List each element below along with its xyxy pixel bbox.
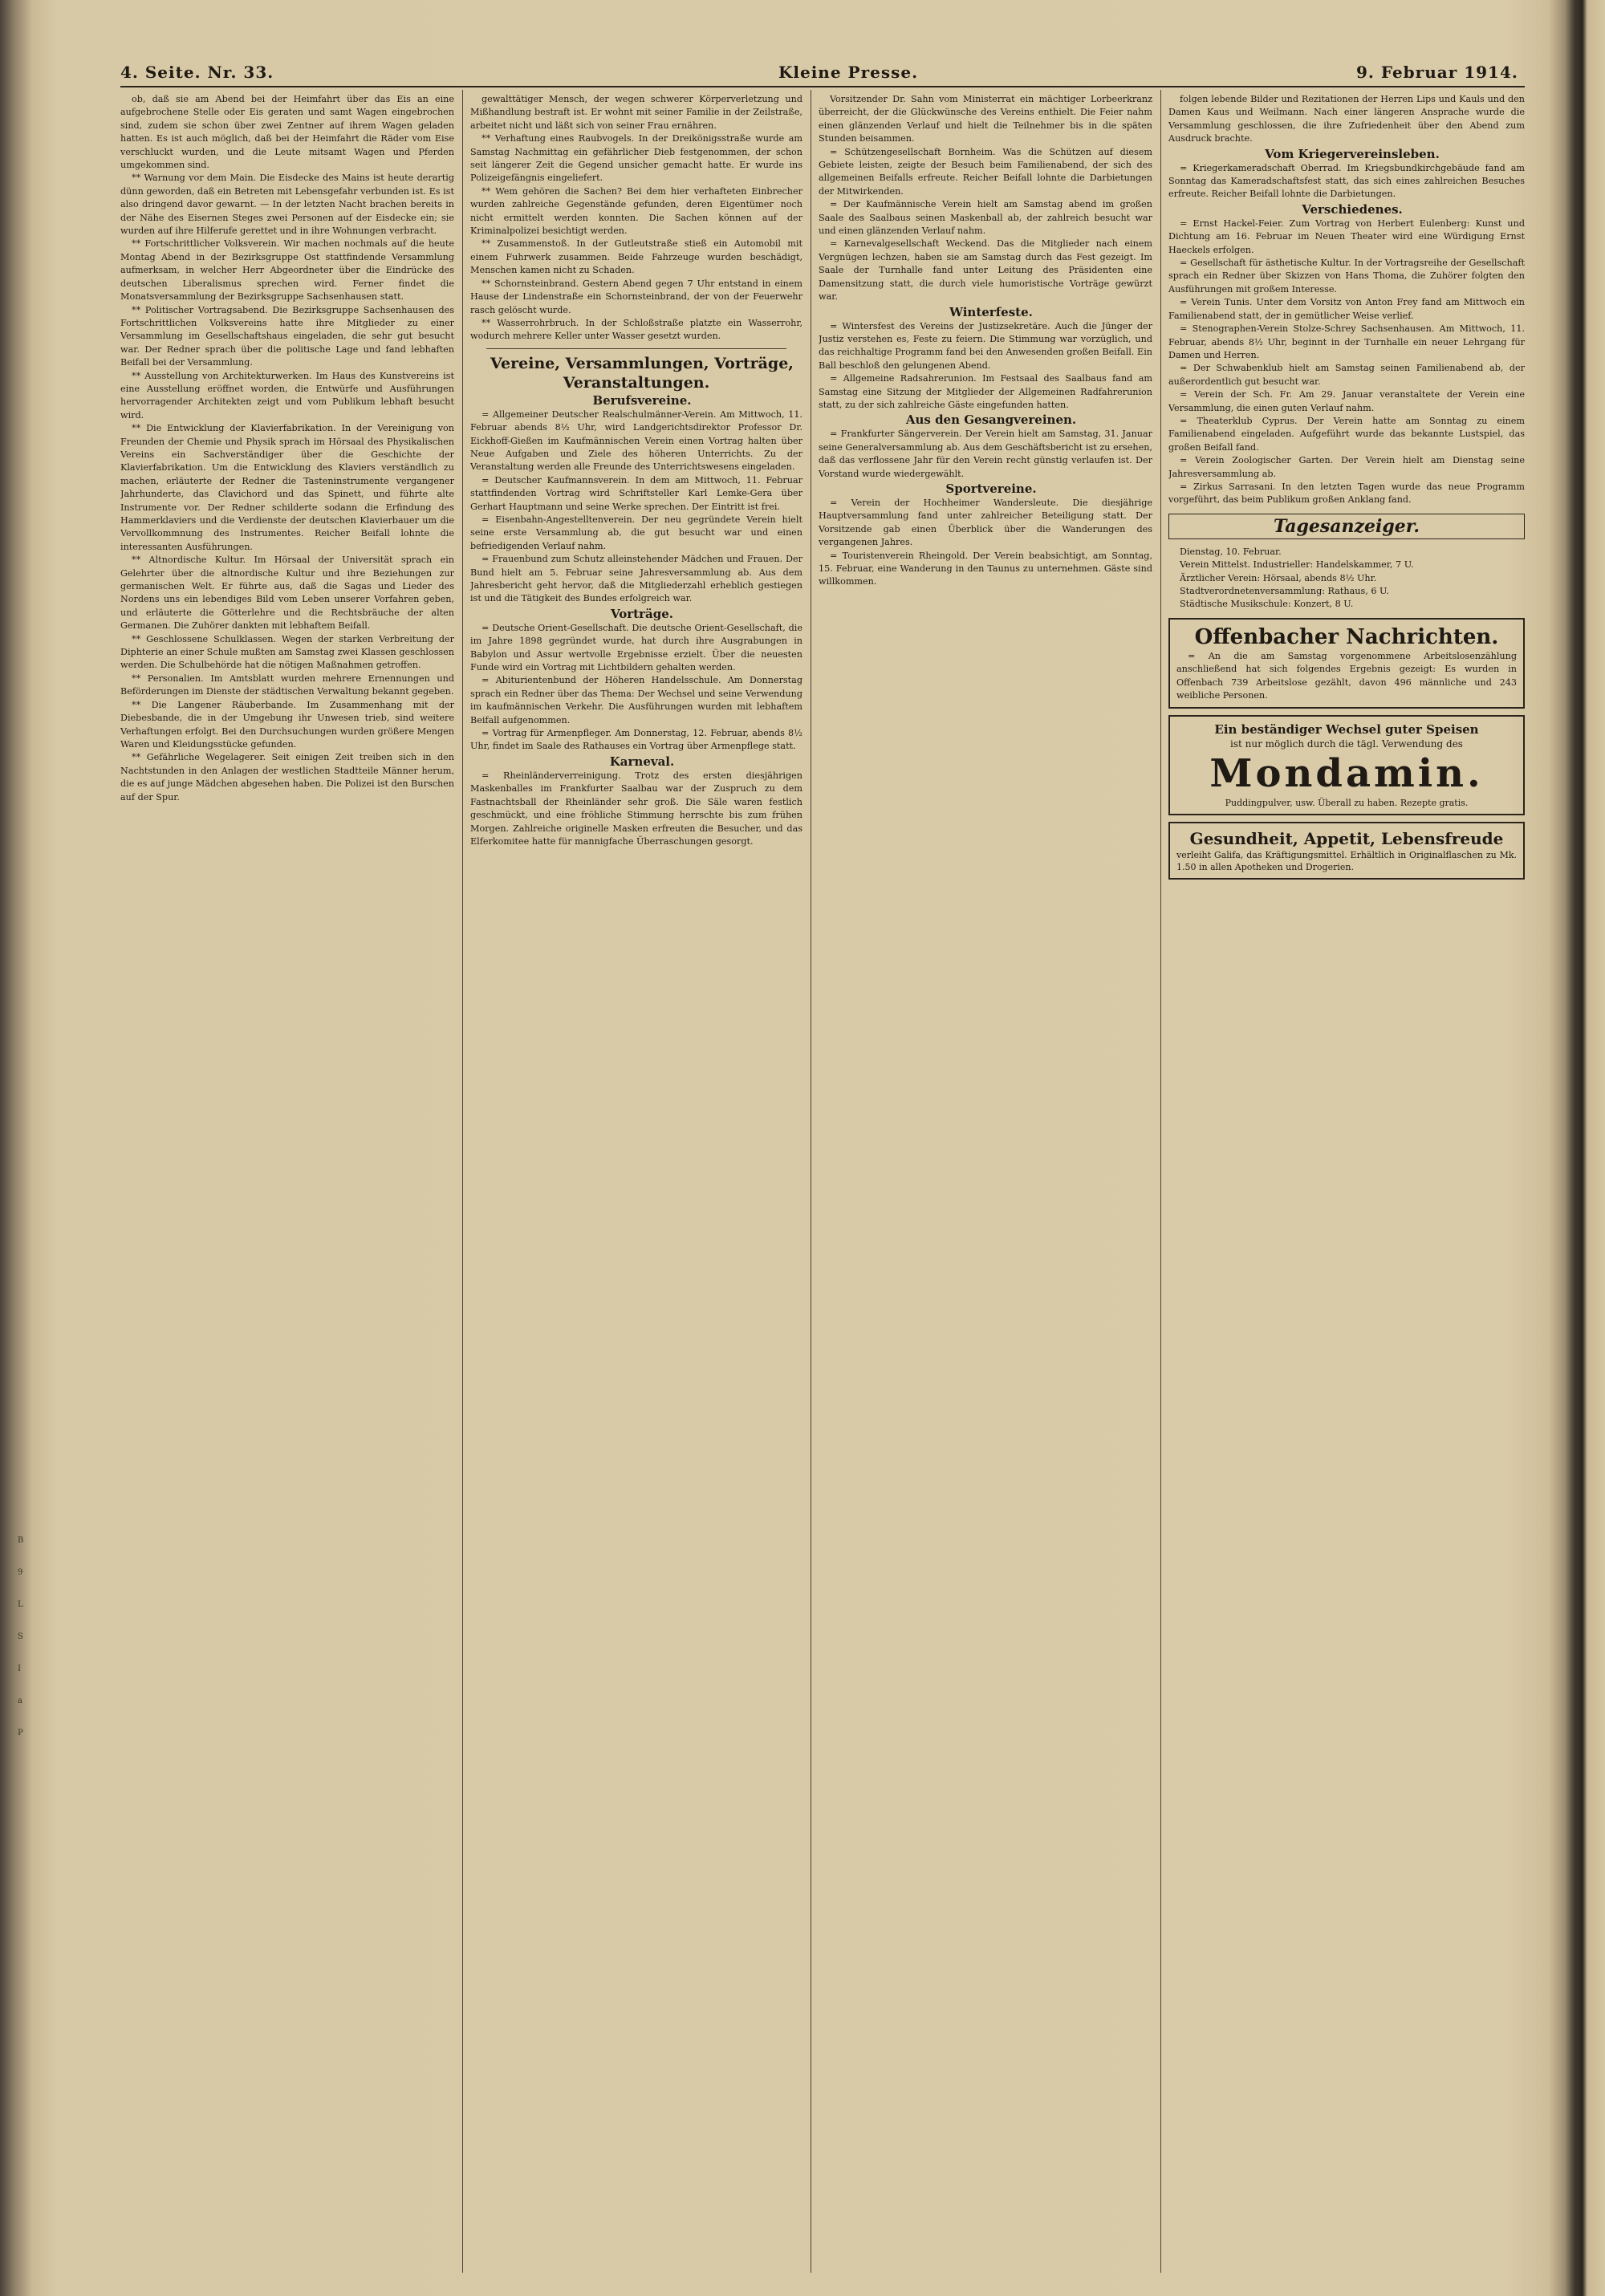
article: = Ernst Hackel-Feier. Zum Vortrag von Herbert Eulenberg: Kunst und Dichtung am 16. Februar im Neuen Theater wird eine Würdigung Ernst Haeckels erfolgen. [1168,217,1525,255]
article: = Wintersfest des Vereins der Justizsekretäre. Auch die Jünger der Justiz verstehen es, Feste zu feiern. Die Stimmung war vorzüglich, und das reichhaltige Programm fand bei den Anwesenden großen Beifall. Ein Ball beschloß den gelungenen Abend. [819,320,1152,371]
margin-mark: L [18,1600,23,1609]
article: = Touristenverein Rheingold. Der Verein beabsichtigt, am Sonntag, 15. Februar, eine Wanderung in den Taunus zu unternehmen. Gäste sind willkommen. [819,550,1152,587]
ad-text: Puddingpulver, usw. Überall zu haben. Rezepte gratis. [1225,798,1469,809]
column-rule-1 [462,90,463,2273]
margin-mark: P [18,1729,23,1737]
offenbach-news-box [1168,618,1525,709]
margin-mark: S [18,1632,23,1641]
article: folgen lebende Bilder und Rezitationen der Herren Lips und Kauls und den Damen Kaus und Weilmann. Nach einer längeren Ansprache wurde die Versammlung geschlossen, die ihre Zufriedenheit über den Abend zum Ausdruck brachte. [1168,94,1525,144]
listing-line: Verein Mittelst. Industrieller: Handelskammer, 7 U. [1180,559,1414,571]
listing-line: Städtische Musikschule: Konzert, 8 U. [1180,599,1354,610]
offenbach-news-title: Offenbacher Nachrichten. [1194,624,1499,649]
article: = Gesellschaft für ästhetische Kultur. In der Vortragsreihe der Gesellschaft sprach ein Redner über Skizzen von Hans Thoma, die Zuhörer folgten den Ausführungen mit großem Interesse. [1168,258,1525,295]
article: = Verein Zoologischer Garten. Der Verein hielt am Dienstag seine Jahresversammlung ab. [1168,455,1525,479]
article: ** Zusammenstoß. In der Gutleutstraße stieß ein Automobil mit einem Fuhrwerk zusammen. Beide Fahrzeuge wurden beschädigt, Menschen kamen nicht zu Schaden. [470,238,802,276]
ad-text: verleiht Galifa, das Kräftigungsmittel. Erhältlich in Originalflaschen zu Mk. 1.50 in allen Apotheken und Drogerien. [1176,850,1517,873]
article: ** Die Entwicklung der Klavierfabrikation. In der Vereinigung von Freunden der Chemie und Physik sprach im Hörsaal des Physikalischen Vereins ein Sachverständiger über die Geschichte der Klavierfabrikation. Um die Entwicklung des Klaviers verständlich zu machen, erläuterte der Redner die Tasteninstrumente vergangener Jahrhunderte, das Clavichord und das Spinett, und führte alte Instrumente vor. Der Redner schilderte sodann die Erfindung des Hammerklaviers und die Verdienste der deutschen Klavierbauer um die Vervollkommnung des Instrumentes. Reicher Beifall lohnte die interessanten Ausführungen. [120,423,454,552]
column-4 [1168,93,1525,2260]
issue-date: 9. Februar 1914. [1356,63,1518,82]
article: gewalttätiger Mensch, der wegen schwerer Körperverletzung und Mißhandlung bestraft ist. Er wohnt mit seiner Familie in der Zeilstraße, arbeitet nicht und läßt sich von seiner Frau ernähren. [470,94,802,131]
article: ob, daß sie am Abend bei der Heimfahrt über das Eis an eine aufgebrochene Stelle oder Eis geraten und samt Wagen eingebrochen sind, zudem sie schon über zwei Zentner auf ihrem Wagen geladen hatten. Es ist auch möglich, daß bei der Heimfahrt die Räder vom Eise verschluckt wurden, und die Leute mitsamt Wagen und Pferden umgekommen sind. [120,94,454,171]
ad-headline: Gesundheit, Appetit, Lebensfreude [1189,829,1504,849]
article: = Der Schwabenklub hielt am Samstag seinen Familienabend ab, der außerordentlich gut besucht war. [1168,363,1525,387]
subsection-title: Verschiedenes. [1302,201,1403,217]
article: = Frankfurter Sängerverein. Der Verein hielt am Samstag, 31. Januar seine Generalversammlung ab. Aus dem Geschäftsbericht ist zu ersehen, daß das verflossene Jahr für den Verein recht günstig verlaufen ist. Der Vorstand wurde wiedergewählt. [819,429,1152,479]
mondamin-advertisement [1168,715,1525,815]
tagesanzeiger-heading: Tagesanzeiger. [1168,514,1525,539]
article: ** Die Langener Räuberbande. Im Zusammenhang mit der Diebesbande, die in der Umgebung ihr Unwesen trieb, sind weitere Verhaftungen erfolgt. Bei den Durchsuchungen wurden größere Mengen Waren und Kleidungsstücke gefunden. [120,699,454,750]
article: = Der Kaufmännische Verein hielt am Samstag abend im großen Saale des Saalbaus seinen Maskenball ab, der zahlreich besucht war und einen glänzenden Verlauf nahm. [819,199,1152,237]
column-rule-3 [1160,90,1161,2273]
article: ** Fortschrittlicher Volksverein. Wir machen nochmals auf die heute Montag Abend in der Bezirksgruppe Ost stattfindende Versammlung aufmerksam, in welcher Herr Abgeordneter über die Eindrücke des deutschen Liberalismus sprechen wird. Ferner findet die Monatsversammlung der Bezirksgruppe Sachsenhausen statt. [120,238,454,303]
column-3 [819,93,1152,2260]
article: = Zirkus Sarrasani. In den letzten Tagen wurde das neue Programm vorgeführt, das beim Publikum großen Anklang fand. [1168,481,1525,506]
adjacent-page-edge [1587,0,1605,2296]
page-number: 4. Seite. Nr. 33. [120,63,274,82]
article: = Verein Tunis. Unter dem Vorsitz von Anton Frey fand am Mittwoch ein Familienabend statt, der in gemütlicher Weise verlief. [1168,297,1525,321]
gesundheit-advertisement [1168,822,1525,880]
article: ** Altnordische Kultur. Im Hörsaal der Universität sprach ein Gelehrter über die altnordische Kultur und ihre Beziehungen zur germanischen Welt. Er führte aus, daß die Sagas und Lieder des Nordens uns ein lebendiges Bild vom Leben unserer Vorfahren geben, und erläuterte die Götterlehre und die Rechtsbräuche der alten Germanen. Die Zuhörer dankten mit lebhaftem Beifall. [120,555,454,632]
article: = Allgemeiner Deutscher Realschulmänner-Verein. Am Mittwoch, 11. Februar abends 8½ Uhr, wird Landgerichtsdirektor Professor Dr. Eickhoff-Gießen im Kaufmännischen Verein einen Vortrag halten über Neue Aufgaben und Ziele des höheren Unterrichts. Zu der Veranstaltung werden alle Freunde des Unterrichtswesens eingeladen. [470,408,802,473]
article: ** Personalien. Im Amtsblatt wurden mehrere Ernennungen und Beförderungen im Dienste der städtischen Verwaltung bekannt gegeben. [120,673,454,697]
article: = Allgemeine Radsahrerunion. Im Festsaal des Saalbaus fand am Samstag eine Sitzung der Mitglieder der Allgemeinen Radfahrerunion statt, zu der sich zahlreiche Gäste eingefunden hatten. [819,373,1152,410]
article: Vorsitzender Dr. Sahn vom Ministerrat ein mächtiger Lorbeerkranz überreicht, der die Glückwünsche des Vereins enthielt. Die Feier nahm einen glänzenden Verlauf und hielt die Teilnehmer bis in die späten Stunden beisammen. [819,94,1152,144]
article: = Frauenbund zum Schutz alleinstehender Mädchen und Frauen. Der Bund hielt am 5. Februar seine Jahresversammlung ab. Aus dem Jahresbericht geht hervor, daß die Mitgliederzahl erheblich gestiegen ist und die Tätigkeit des Bundes erfolgreich war. [470,554,802,604]
article: ** Geschlossene Schulklassen. Wegen der starken Verbreitung der Diphterie an einer Schule mußten am Samstag zwei Klassen geschlossen werden. Die Schulbehörde hat die nötigen Maßnahmen getroffen. [120,633,454,671]
section-divider [486,348,786,349]
ad-headline: Ein beständiger Wechsel guter Speisen [1214,722,1479,738]
subsection-title: Berufsvereine. [592,392,692,408]
listing-line: Ärztlicher Verein: Hörsaal, abends 8½ Uhr. [1180,572,1377,583]
margin-marks [18,1525,30,1749]
article: = Stenographen-Verein Stolze-Schrey Sachsenhausen. Am Mittwoch, 11. Februar, abends 8½ Uhr, beginnt in der Turnhalle ein neuer Lehrgang für Damen und Herren. [1168,323,1525,360]
ad-brand-name: Mondamin. [1209,751,1484,797]
article: = Eisenbahn-Angestelltenverein. Der neu gegründete Verein hielt seine erste Versammlung ab, die gut besucht war und einen befriedigenden Verlauf nahm. [470,514,802,551]
article: = Theaterklub Cyprus. Der Verein hatte am Sonntag zu einem Familienabend eingeladen. Aufgeführt wurde das bekannte Lustspiel, das großen Beifall fand. [1168,415,1525,453]
ad-subline: ist nur möglich durch die tägl. Verwendung des [1230,738,1463,750]
article: ** Warnung vor dem Main. Die Eisdecke des Mains ist heute derartig dünn geworden, daß ein Betreten mit Lebensgefahr verbunden ist. Es ist also dringend davor gewarnt. — In der letzten Nacht brachen bereits in der Nähe des Eisernen Steges zwei Personen auf der Eisdecke ein; sie wurden auf ihre Hilferufe gerettet und in ihre Wohnungen verbracht. [120,173,454,237]
article: ** Wem gehören die Sachen? Bei dem hier verhafteten Einbrecher wurden zahlreiche Gegenstände gefunden, deren Eigentümer noch nicht ermittelt werden konnten. Die Sachen können auf der Kriminalpolizei besichtigt werden. [470,185,802,237]
subsection-title: Winterfeste. [949,304,1033,319]
article: = Karnevalgesellschaft Weckend. Das die Mitglieder nach einem Vergnügen lechzen, haben sie am Samstag durch das Fest gezeigt. Im Saale der Turnhalle fand unter Leitung des Präsidenten eine Damensitzung statt, die durch viele humoristische Vorträge gewürzt war. [819,238,1152,303]
article: ** Politischer Vortragsabend. Die Bezirksgruppe Sachsenhausen des Fortschrittlichen Volksvereins hatte ihre Mitglieder zu einer Versammlung im Gesellschaftshaus eingeladen, die sehr gut besucht war. Der Redner sprach über die politische Lage und fand lebhaften Beifall bei der Versammlung. [120,304,454,368]
column-2 [470,93,802,2260]
subsection-title: Aus den Gesangvereinen. [905,412,1077,428]
article: ** Gefährliche Wegelagerer. Seit einigen Zeit treiben sich in den Nachtstunden in den Anlagen der westlichen Stadtteile Männer herum, die es auf junge Mädchen abgesehen haben. Die Polizei ist den Burschen auf der Spur. [120,752,454,803]
column-1 [120,93,454,2260]
section-title: Vereine, Versammlungen, Vorträge, Veranstaltungen. [490,354,794,392]
margin-mark: B [18,1536,24,1545]
article: = An die am Samstag vorgenommene Arbeitslosenzählung anschließend hat sich folgendes Ergebnis gezeigt: Es wurden in Offenbach 739 Arbeitslose gezählt, davon 496 männliche und 243 weibliche Personen. [1176,650,1517,701]
subsection-title: Karneval. [609,754,675,769]
article: = Deutsche Orient-Gesellschaft. Die deutsche Orient-Gesellschaft, die im Jahre 1898 gegründet wurde, hat durch ihre Ausgrabungen in Babylon und Assur wertvolle Ergebnisse erzielt. Über die neuesten Funde wird ein Vortrag mit Lichtbildern gehalten werden. [470,622,802,673]
article: = Kriegerkameradschaft Oberrad. Im Kriegsbundkirchgebäude fand am Sonntag das Kameradschaftsfest statt, das sich eines zahlreichen Besuches erfreute. Reicher Beifall lohnte die Darbietungen. [1168,162,1525,200]
article: = Verein der Sch. Fr. Am 29. Januar veranstaltete der Verein eine Versammlung, die einen guten Verlauf nahm. [1168,389,1525,413]
article: ** Verhaftung eines Raubvogels. In der Dreikönigsstraße wurde am Samstag Nachmittag ein gefährlicher Dieb festgenommen, der schon seit längerer Zeit die Gegend unsicher gemacht hatte. Er wurde ins Polizeigefängnis eingeliefert. [470,133,802,184]
subsection-title: Vorträge. [611,606,673,621]
listing-line: Dienstag, 10. Februar. [1180,546,1282,557]
article: = Vortrag für Armenpfleger. Am Donnerstag, 12. Februar, abends 8½ Uhr, findet im Saale des Rathauses ein Vortrag über Armenpflege statt. [470,728,802,752]
margin-mark: a [18,1697,22,1705]
newspaper-title: Kleine Presse. [778,63,919,82]
article: = Rheinländerverreinigung. Trotz des ersten diesjährigen Maskenballes im Frankfurter Saalbau war der Zuspruch zu dem Fastnachtsball der Rheinländer sehr groß. Die Säle waren festlich geschmückt, und eine fröhliche Stimmung herrschte bis zum frühen Morgen. Zahlreiche originelle Masken erfreuten die Besucher, und das Elferkomitee hatte für mannigfache Überraschungen gesorgt. [470,770,802,847]
article: ** Ausstellung von Architekturwerken. Im Haus des Kunstvereins ist eine Ausstellung eröffnet worden, die Entwürfe und Ausführungen hervorragender Architekten zeigt und vom Publikum lebhaft besucht wird. [120,370,454,421]
article: = Verein der Hochheimer Wandersleute. Die diesjährige Hauptversammlung fand unter zahlreicher Beteiligung statt. Der Vorsitzende gab einen Überblick über die Wanderungen des vergangenen Jahres. [819,497,1152,548]
article: ** Schornsteinbrand. Gestern Abend gegen 7 Uhr entstand in einem Hause der Lindenstraße ein Schornsteinbrand, der von der Feuerwehr rasch gelöscht wurde. [470,278,802,315]
article: ** Wasserrohrbruch. In der Schloßstraße platzte ein Wasserrohr, wodurch mehrere Keller unter Wasser gesetzt wurden. [470,317,802,342]
margin-mark: 9 [18,1568,23,1577]
article: = Deutscher Kaufmannsverein. In dem am Mittwoch, 11. Februar stattfindenden Vortrag wird Schriftsteller Karl Lemke-Gera über Gerhart Hauptmann und seine Werke sprechen. Der Eintritt ist frei. [470,474,802,512]
margin-mark: I [18,1664,21,1673]
subsection-title: Vom Kriegervereinsleben. [1265,146,1440,161]
article: = Schützengesellschaft Bornheim. Was die Schützen auf diesem Gebiete leisten, zeigte der Besuch beim Familienabend, der sich des allgemeinen Beifalls erfreute. Reicher Beifall lohnte die Darbietungen der Mitwirkenden. [819,146,1152,197]
article: = Abiturientenbund der Höheren Handelsschule. Am Donnerstag sprach ein Redner über das Thema: Der Wechsel und seine Verwendung im kaufmännischen Verkehr. Die Ausführungen wurden mit lebhaftem Beifall aufgenommen. [470,675,802,725]
header-rule [120,86,1525,87]
listing-line: Stadtverordnetenversammlung: Rathaus, 6 U. [1180,586,1389,596]
subsection-title: Sportvereine. [945,481,1037,496]
